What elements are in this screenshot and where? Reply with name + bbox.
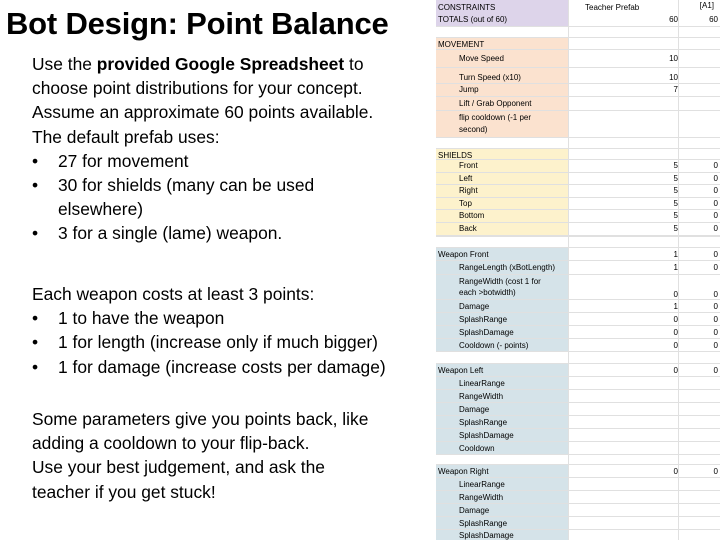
cell[interactable] [436,160,569,172]
cell[interactable] [569,210,679,222]
cell[interactable] [436,313,569,325]
cell[interactable] [569,84,679,96]
jump-value: 7 [673,85,678,94]
intro-line-1: Use the provided Google Spreadsheet to [32,54,364,74]
cooldown-teacher: 0 [673,341,678,350]
cooldown-label: Cooldown [459,444,495,453]
cell[interactable] [679,300,720,312]
page-title: Bot Design: Point Balance [6,6,389,41]
cell[interactable] [569,160,679,172]
table-row [436,210,720,223]
weapon-front-a1: 0 [713,250,718,259]
table-row [436,149,720,160]
cell[interactable] [569,313,679,325]
cell[interactable] [569,198,679,210]
range-length-label: RangeLength (xBotLength) [459,263,556,272]
linear-range-label: LinearRange [459,480,505,489]
range-width-label: RangeWidth [459,493,504,502]
table-row [436,84,720,97]
table-row [436,416,720,429]
range-width-label-cont: each >botwidth) [459,288,516,297]
cell[interactable] [436,442,569,454]
turn-speed-label: Turn Speed (x10) [459,73,521,82]
weapon-left-teacher: 0 [673,366,678,375]
cell[interactable] [679,465,720,477]
cell[interactable] [679,198,720,210]
cell[interactable] [679,364,720,376]
splash-damage-teacher: 0 [673,328,678,337]
table-row [436,442,720,455]
cell[interactable] [436,390,569,402]
cell[interactable] [679,313,720,325]
table-row [436,504,720,517]
shield-teacher-value: 5 [673,161,678,170]
cell[interactable] [569,261,679,274]
cell[interactable] [569,185,679,197]
intro-line-4: The default prefab uses: [32,126,220,147]
closing-line: teacher if you get stuck! [32,481,216,502]
table-row [436,300,720,313]
list-item: • 1 for length (increase only if much bigger) [32,332,378,353]
table-row [436,339,720,352]
range-width-teacher: 0 [673,290,678,299]
shield-label: Right [459,186,478,196]
weapon-front-label: Weapon Front [438,250,489,259]
table-row [436,160,720,173]
shield-label: Bottom [459,211,485,221]
cell[interactable] [436,248,569,260]
cell[interactable] [436,173,569,185]
cell[interactable] [436,465,569,477]
table-row [436,465,720,478]
cell[interactable] [679,173,720,185]
cell[interactable] [569,50,679,67]
cooldown-label: Cooldown (- points) [459,341,529,350]
splash-range-label: SplashRange [459,315,508,324]
cell[interactable] [436,364,569,376]
table-row [436,429,720,442]
cell[interactable] [569,275,679,299]
spreadsheet [436,0,720,540]
table-row [436,50,720,68]
shield-teacher-value: 5 [673,186,678,196]
table-row [436,198,720,211]
shield-a1-value: 0 [713,161,718,170]
shield-teacher-value: 5 [673,211,678,221]
splash-damage-a1: 0 [713,328,718,337]
shield-label: Left [459,173,473,183]
cell[interactable] [679,185,720,197]
table-row [436,72,720,84]
turn-speed-value: 10 [669,73,678,82]
jump-label: Jump [459,85,479,94]
table-row [436,97,720,111]
cell[interactable] [679,210,720,222]
cell[interactable] [436,198,569,210]
lift-label: Lift / Grab Opponent [459,99,532,108]
cell[interactable] [436,261,569,274]
table-row [436,478,720,491]
cooldown-a1: 0 [713,341,718,350]
cell[interactable] [436,210,569,222]
splash-damage-label: SplashDamage [459,328,514,337]
cell[interactable] [569,339,679,351]
cell[interactable] [436,429,569,441]
cell[interactable] [679,261,720,274]
shield-label: Back [459,224,477,233]
range-width-label: RangeWidth (cost 1 for [459,277,541,286]
list-item: • 1 to have the weapon [32,308,225,329]
cell[interactable] [679,223,720,235]
shield-a1-value: 0 [713,173,718,183]
list-item: • 3 for a single (lame) weapon. [32,223,283,244]
splash-range-label: SplashRange [459,519,508,528]
table-row [436,27,720,38]
list-item: • 27 for movement [32,150,189,171]
splash-range-teacher: 0 [673,315,678,324]
cell[interactable] [569,326,679,338]
shield-a1-value: 0 [713,198,718,208]
cell[interactable] [569,72,679,83]
spreadsheet-link[interactable]: provided Google Spreadsheet [96,54,345,74]
intro-line-2: choose point distributions for your concept. [32,78,363,99]
header-cell[interactable] [436,0,569,26]
shield-label: Top [459,198,472,208]
range-length-teacher: 1 [673,263,678,272]
cell[interactable] [436,530,569,540]
closing-line: Use your best judgement, and ask the [32,457,325,478]
closing-line: adding a cooldown to your flip-back. [32,433,310,454]
shield-a1-value: 0 [713,211,718,221]
weapon-heading: Each weapon costs at least 3 points: [32,284,315,304]
cell[interactable] [436,517,569,529]
weapon-left-label: Weapon Left [438,366,484,375]
closing-paragraph [32,407,368,504]
cell[interactable] [569,173,679,185]
cell[interactable] [679,326,720,338]
table-row [436,173,720,186]
table-row [436,517,720,530]
cell[interactable] [436,38,569,49]
linear-range-label: LinearRange [459,379,505,388]
constraints-label: CONSTRAINTS [438,3,496,12]
table-row [436,248,720,261]
table-row [436,390,720,403]
cell[interactable] [569,0,679,26]
cell[interactable] [679,275,720,299]
weapon-front-teacher: 1 [673,250,678,259]
cell[interactable] [436,300,569,312]
weapon-cost-paragraph [32,282,386,379]
damage-label: Damage [459,506,490,515]
total-a1: 60 [709,15,718,24]
cell[interactable] [569,248,679,260]
cell[interactable] [436,403,569,415]
table-row [436,530,720,540]
table-row [436,377,720,390]
table-row [436,275,720,300]
cell[interactable] [436,377,569,389]
table-row [436,313,720,326]
shield-teacher-value: 5 [673,198,678,208]
table-row [436,364,720,377]
cell[interactable] [436,491,569,503]
cell[interactable] [436,275,569,299]
table-row [436,111,720,138]
splash-damage-label: SplashDamage [459,431,514,440]
move-speed-value: 10 [669,54,678,63]
damage-label: Damage [459,405,490,414]
table-row [436,38,720,50]
weapon-right-a1: 0 [713,467,718,476]
flip-cooldown-label-cont: second) [459,125,488,134]
splash-damage-label: SplashDamage [459,531,514,540]
cell[interactable] [436,72,569,83]
cell[interactable] [436,84,569,96]
total-teacher: 60 [669,15,678,24]
splash-range-label: SplashRange [459,418,508,427]
table-row [436,403,720,416]
cell[interactable] [679,339,720,351]
intro-line-3: Assume an approximate 60 points available. [32,102,374,123]
a1-header: [A1] [699,1,714,10]
cell[interactable] [436,416,569,428]
shield-teacher-value: 5 [673,224,678,233]
closing-line: Some parameters give you points back, like [32,409,369,429]
movement-label: MOVEMENT [438,40,485,49]
totals-label: TOTALS (out of 60) [438,15,508,24]
cell[interactable] [436,111,569,137]
cell[interactable] [436,97,569,110]
list-item: • 30 for shields (many can be used [32,175,315,196]
cell[interactable] [569,223,679,235]
shield-teacher-value: 5 [673,173,678,183]
weapon-right-label: Weapon Right [438,467,489,476]
list-item-continuation: elsewhere) [58,199,144,220]
cell[interactable] [436,50,569,67]
splash-range-a1: 0 [713,315,718,324]
cell[interactable] [436,326,569,338]
cell[interactable] [679,248,720,260]
cell[interactable] [436,478,569,490]
damage-label: Damage [459,302,490,311]
range-length-a1: 0 [713,263,718,272]
list-item: • 1 for damage (increase costs per damage) [32,356,386,377]
cell[interactable] [436,149,569,159]
cell[interactable] [436,185,569,197]
shield-a1-value: 0 [713,186,718,196]
cell[interactable] [679,160,720,172]
shield-label: Front [459,161,478,170]
cell[interactable] [436,223,569,235]
move-speed-label: Move Speed [459,54,504,63]
weapon-left-a1: 0 [713,366,718,375]
cell[interactable] [436,339,569,351]
shields-label: SHIELDS [438,151,473,160]
table-row [436,326,720,339]
table-row [436,0,720,27]
damage-a1: 0 [713,302,718,311]
cell[interactable] [679,0,720,26]
range-width-a1: 0 [713,290,718,299]
table-row [436,223,720,236]
damage-teacher: 1 [673,302,678,311]
teacher-prefab-header: Teacher Prefab [585,3,640,12]
table-row [436,261,720,275]
cell[interactable] [569,465,679,477]
cell[interactable] [569,300,679,312]
weapon-right-teacher: 0 [673,467,678,476]
table-row [436,185,720,198]
range-width-label: RangeWidth [459,392,504,401]
table-row [436,491,720,504]
cell[interactable] [436,504,569,516]
intro-paragraph [32,52,373,246]
flip-cooldown-label: flip cooldown (-1 per [459,113,532,122]
shield-a1-value: 0 [713,224,718,233]
cell[interactable] [569,364,679,376]
